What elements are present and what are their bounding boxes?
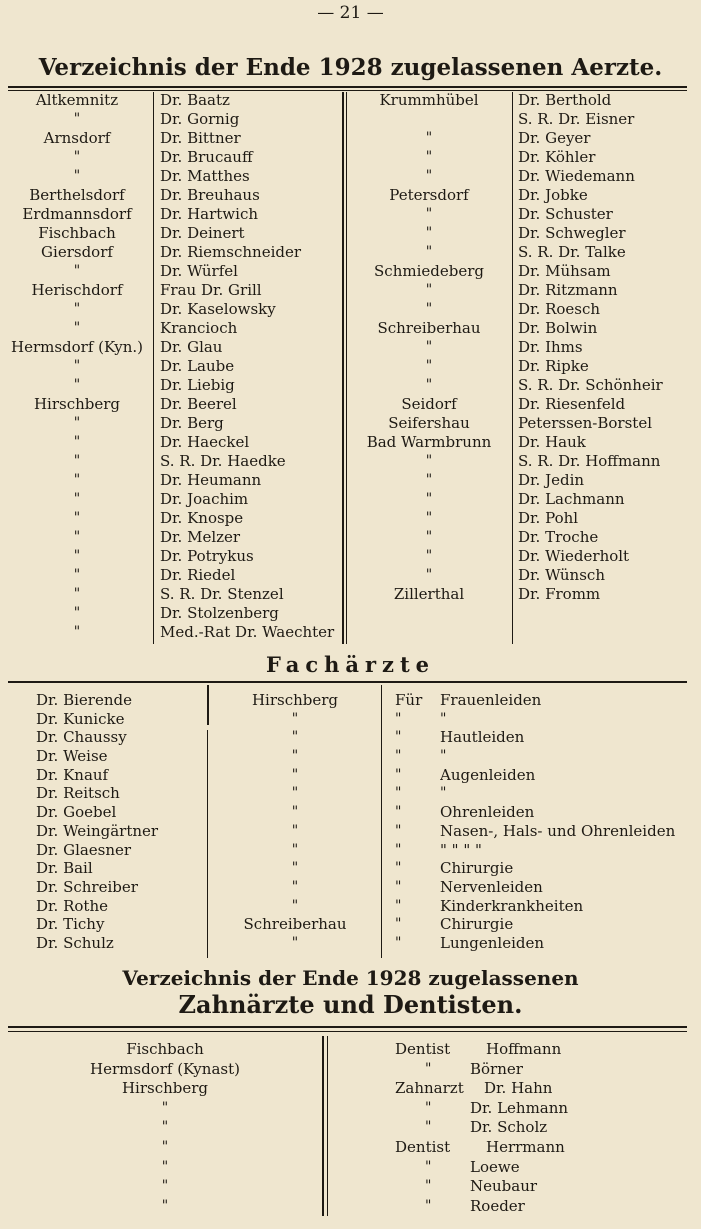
doctor-cell: Frau Dr. Grill	[160, 281, 262, 299]
doctor-cell: Peterssen-Borstel	[518, 414, 652, 432]
place-cell: Schreiberhau	[377, 319, 481, 337]
zahn-rule-thin	[8, 1031, 687, 1032]
specialist-place-cell: "	[291, 822, 299, 839]
place-cell: "	[425, 206, 433, 222]
specialty-prefix-cell: "	[395, 766, 402, 783]
place-cell: "	[73, 263, 81, 279]
specialist-place-cell: "	[291, 710, 299, 727]
doctor-cell: Dr. Heumann	[160, 471, 262, 489]
specialty-cell: Hautleiden	[440, 728, 525, 747]
specialty-prefix-cell: "	[395, 897, 402, 914]
dental-title-cell: "	[425, 1060, 432, 1077]
dental-title-cell: Dentist	[395, 1040, 451, 1058]
place-cell: "	[425, 472, 433, 488]
place-cell: Schmiedeberg	[374, 262, 484, 280]
place-cell: "	[425, 282, 433, 298]
place-cell: Fischbach	[38, 224, 116, 242]
specialist-doctor-cell: Dr. Tichy	[36, 915, 105, 934]
place-cell: Altkemnitz	[35, 91, 119, 109]
dental-place-cell: Fischbach	[126, 1040, 204, 1058]
dental-place-cell: "	[161, 1178, 169, 1195]
col-divider-center	[342, 92, 344, 644]
dental-title-cell: Dentist	[395, 1137, 451, 1156]
doctor-cell: Dr. Schwegler	[518, 224, 626, 242]
dental-place-cell: "	[161, 1119, 169, 1136]
specialist-place-cell: "	[291, 897, 299, 914]
place-cell: "	[73, 567, 81, 583]
specialist-place-cell: "	[291, 841, 299, 858]
specialist-doctor-cell: Dr. Kunicke	[36, 709, 125, 728]
specialist-place-cell: "	[291, 934, 299, 951]
doctor-cell: Dr. Pohl	[518, 509, 579, 527]
specialty-cell: "	[440, 710, 447, 727]
dental-place-cell: "	[161, 1099, 169, 1116]
specialist-doctor-cell: Dr. Bail	[36, 859, 93, 878]
doctor-cell: Dr. Riedel	[160, 566, 236, 584]
specialist-doctor-cell: Dr. Rothe	[36, 896, 108, 915]
specialist-doctor-cell: Dr. Schreiber	[36, 877, 138, 896]
place-cell: "	[73, 510, 81, 526]
place-cell: "	[425, 529, 433, 545]
place-cell: "	[73, 320, 81, 336]
doctor-cell: Dr. Wiedemann	[518, 167, 635, 185]
section-title-zahnaerzte-1: Verzeichnis der Ende 1928 zugelassenen	[122, 966, 579, 990]
place-cell: Seidorf	[401, 395, 457, 413]
specialty-prefix-cell: "	[395, 729, 402, 746]
doctor-cell: Dr. Hartwich	[160, 205, 259, 223]
col-divider-3	[512, 92, 513, 644]
specialty-prefix-cell: "	[395, 934, 402, 951]
fach-places	[212, 691, 378, 953]
place-cell: Krummhübel	[379, 91, 479, 109]
specialist-doctor-cell: Dr. Bierende	[36, 691, 132, 709]
place-cell: Herischdorf	[31, 281, 123, 299]
doctor-cell: Dr. Wiederholt	[518, 547, 630, 565]
specialty-prefix-cell: "	[395, 804, 402, 821]
dental-title-cell: "	[425, 1178, 432, 1195]
fach-divider-1	[207, 685, 209, 725]
specialty-cell: Nervenleiden	[440, 877, 543, 896]
specialist-doctor-cell: Dr. Chaussy	[36, 728, 127, 747]
doctor-cell: Dr. Berg	[160, 414, 224, 432]
doctor-cell: Dr. Lachmann	[518, 490, 625, 508]
doctor-cell: Dr. Bolwin	[518, 319, 598, 337]
place-cell: "	[425, 510, 433, 526]
place-cell: "	[73, 377, 81, 393]
dental-place-cell: "	[161, 1197, 169, 1214]
place-cell: "	[73, 491, 81, 507]
zahn-divider	[322, 1036, 324, 1216]
specialist-doctor-cell: Dr. Knauf	[36, 765, 109, 784]
doctor-cell: Dr. Stolzenberg	[160, 604, 279, 622]
fach-doctors	[36, 691, 206, 953]
doctor-cell: Dr. Knospe	[160, 509, 244, 527]
doctor-cell: Dr. Ihms	[518, 338, 583, 356]
doctor-cell: Krancioch	[160, 319, 238, 337]
place-cell: Hirschberg	[33, 395, 121, 413]
place-cell: "	[73, 111, 81, 127]
dental-title-cell: "	[425, 1158, 432, 1175]
specialty-prefix-cell: "	[395, 785, 402, 802]
specialist-place-cell: Hirschberg	[251, 691, 339, 709]
dental-name-cell: Loewe	[470, 1157, 520, 1176]
doctor-cell: S. R. Dr. Schönheir	[518, 376, 663, 394]
specialty-cell: Ohrenleiden	[440, 803, 535, 822]
doctor-cell: Dr. Jedin	[518, 471, 585, 489]
aerzte-left-places	[4, 91, 150, 642]
section-title-aerzte: Verzeichnis der Ende 1928 zugelassenen Aerzte.	[38, 54, 663, 81]
place-cell: "	[425, 244, 433, 260]
doctor-cell: Dr. Fromm	[518, 585, 601, 603]
doctor-cell: Dr. Haeckel	[160, 433, 250, 451]
fach-divider-1b	[207, 730, 208, 958]
doctor-cell: Dr. Riesenfeld	[518, 395, 626, 413]
dental-name-cell: Dr. Hahn	[484, 1079, 553, 1098]
place-cell: Bad Warmbrunn	[366, 433, 492, 451]
place-cell: "	[425, 567, 433, 583]
dental-place-cell: "	[161, 1138, 169, 1155]
place-cell: "	[73, 168, 81, 184]
specialist-doctor-cell: Dr. Schulz	[36, 933, 114, 952]
doctor-cell: Dr. Jobke	[518, 186, 588, 204]
specialist-place-cell: "	[291, 860, 299, 877]
specialist-place-cell: "	[291, 729, 299, 746]
place-cell: Berthelsdorf	[29, 186, 125, 204]
doctor-cell: Dr. Geyer	[518, 129, 591, 147]
doctor-cell: S. R. Dr. Hoffmann	[518, 452, 661, 470]
doctor-cell: Dr. Matthes	[160, 167, 250, 185]
specialty-cell: Augenleiden	[440, 765, 536, 784]
place-cell: "	[425, 358, 433, 374]
doctor-cell: Dr. Ripke	[518, 357, 589, 375]
doctor-cell: Med.-Rat Dr. Waechter	[160, 623, 335, 641]
place-cell: "	[425, 453, 433, 469]
place-cell: Seifershau	[388, 414, 470, 432]
doctor-cell: S. R. Dr. Haedke	[160, 452, 286, 470]
place-cell: Hermsdorf (Kyn.)	[10, 338, 144, 356]
specialist-doctor-cell: Dr. Glaesner	[36, 840, 132, 859]
specialist-doctor-cell: Dr. Weise	[36, 747, 108, 766]
place-cell: "	[73, 358, 81, 374]
doctor-cell: Dr. Melzer	[160, 528, 241, 546]
doctor-cell: Dr. Troche	[518, 528, 599, 546]
place-cell	[350, 110, 508, 129]
dental-place-cell: Hirschberg	[121, 1079, 209, 1098]
specialty-prefix-cell: "	[395, 878, 402, 895]
doctor-cell: Dr. Köhler	[518, 148, 596, 166]
dental-name-cell: Börner	[470, 1059, 523, 1078]
doctor-cell: Dr. Roesch	[518, 300, 601, 318]
specialty-prefix-cell: "	[395, 916, 402, 933]
doctor-cell: Dr. Mühsam	[518, 262, 611, 280]
specialist-place-cell: "	[291, 785, 299, 802]
place-cell: Petersdorf	[389, 186, 469, 204]
fach-divider-2	[381, 685, 382, 958]
page-number: — 21 —	[317, 3, 384, 23]
specialist-place-cell: Schreiberhau	[243, 915, 347, 934]
place-cell: "	[73, 624, 81, 640]
col-divider-center-b	[346, 92, 347, 644]
dental-name-cell: Dr. Lehmann	[470, 1098, 569, 1117]
place-cell: "	[73, 301, 81, 317]
specialty-prefix-cell: "	[395, 860, 402, 877]
place-cell: "	[425, 168, 433, 184]
dental-name-cell: Dr. Scholz	[470, 1118, 548, 1137]
doctor-cell: Dr. Schuster	[518, 205, 613, 223]
place-cell: "	[73, 529, 81, 545]
section-title-zahnaerzte-2: Zahnärzte und Dentisten.	[178, 990, 523, 1019]
specialty-cell: Kinderkrankheiten	[440, 896, 584, 915]
place-cell: Erdmannsdorf	[22, 205, 132, 223]
doctor-cell: Dr. Berthold	[518, 91, 612, 109]
section-title-fachaerzte: Fachärzte	[265, 652, 436, 677]
place-cell: "	[73, 415, 81, 431]
specialty-cell: " " " "	[440, 840, 482, 859]
specialty-prefix-cell: "	[395, 748, 402, 765]
doctor-cell: Dr. Brucauff	[160, 148, 253, 166]
doctor-cell: Dr. Joachim	[160, 490, 249, 508]
dental-title-cell: "	[425, 1197, 432, 1214]
zahn-places	[20, 1040, 310, 1216]
doctor-cell: Dr. Riemschneider	[160, 243, 302, 261]
col-divider-1	[153, 92, 154, 644]
doctor-cell: Dr. Breuhaus	[160, 186, 260, 204]
doctor-cell: Dr. Glau	[160, 338, 223, 356]
place-cell: "	[73, 434, 81, 450]
place-cell: "	[73, 453, 81, 469]
doctor-cell: S. R. Dr. Talke	[518, 243, 626, 261]
fach-pre	[395, 691, 439, 953]
fach-rule	[8, 681, 687, 683]
doctor-cell: Dr. Würfel	[160, 262, 238, 280]
dental-name-cell: Neubaur	[470, 1177, 538, 1196]
place-cell: "	[73, 149, 81, 165]
specialty-prefix-cell: "	[395, 841, 402, 858]
doctor-cell: Dr. Beerel	[160, 395, 237, 413]
aerzte-right-doctors	[518, 91, 698, 604]
specialty-cell: Chirurgie	[440, 859, 514, 878]
specialist-place-cell: "	[291, 804, 299, 821]
specialist-doctor-cell: Dr. Goebel	[36, 803, 117, 822]
place-cell: "	[425, 491, 433, 507]
aerzte-right-places	[350, 91, 508, 604]
dental-name-cell: Roeder	[470, 1196, 525, 1215]
place-cell: "	[73, 605, 81, 621]
doctor-cell: Dr. Gornig	[160, 110, 240, 128]
specialist-place-cell: "	[291, 878, 299, 895]
dental-place-cell: Hermsdorf (Kynast)	[90, 1059, 240, 1078]
place-cell: "	[425, 130, 433, 146]
doctor-cell: Dr. Ritzmann	[518, 281, 618, 299]
dental-place-cell: "	[161, 1158, 169, 1175]
place-cell: "	[73, 472, 81, 488]
place-cell: "	[73, 586, 81, 602]
place-cell: Zillerthal	[393, 585, 465, 603]
specialty-cell: Nasen-, Hals- und Ohrenleiden	[440, 821, 676, 840]
dental-title-cell: "	[425, 1119, 432, 1136]
fach-specialty	[440, 691, 692, 953]
specialty-prefix-cell: "	[395, 822, 402, 839]
place-cell: "	[425, 377, 433, 393]
place-cell: "	[425, 149, 433, 165]
specialty-prefix-cell: Für	[395, 691, 423, 709]
top-rule	[8, 86, 687, 88]
place-cell: "	[425, 548, 433, 564]
aerzte-left-doctors	[160, 91, 342, 642]
specialty-cell: Frauenleiden	[440, 691, 542, 709]
place-cell: "	[425, 225, 433, 241]
doctor-cell: Dr. Baatz	[160, 91, 230, 109]
doctor-cell: S. R. Dr. Eisner	[518, 110, 635, 128]
place-cell: "	[425, 301, 433, 317]
doctor-cell: Dr. Kaselowsky	[160, 300, 276, 318]
dental-title-cell: "	[425, 1099, 432, 1116]
specialty-cell: Lungenleiden	[440, 933, 545, 952]
doctor-cell: Dr. Potrykus	[160, 547, 254, 565]
specialty-cell: Chirurgie	[440, 915, 514, 934]
zahn-names	[470, 1040, 690, 1216]
specialty-cell: "	[440, 748, 447, 765]
doctor-cell: Dr. Deinert	[160, 224, 245, 242]
zahn-divider-b	[327, 1036, 328, 1216]
doctor-cell: S. R. Dr. Stenzel	[160, 585, 284, 603]
specialist-place-cell: "	[291, 748, 299, 765]
specialist-doctor-cell: Dr. Reitsch	[36, 784, 120, 803]
zahn-rule	[8, 1026, 687, 1028]
doctor-cell: Dr. Liebig	[160, 376, 235, 394]
doctor-cell: Dr. Laube	[160, 357, 235, 375]
dental-name-cell: Hoffmann	[486, 1040, 562, 1058]
place-cell: Arnsdorf	[43, 129, 111, 147]
doctor-cell: Dr. Hauk	[518, 433, 586, 451]
specialist-doctor-cell: Dr. Weingärtner	[36, 821, 159, 840]
dental-title-cell: Zahnarzt	[395, 1079, 464, 1098]
place-cell: "	[425, 339, 433, 355]
dental-name-cell: Herrmann	[486, 1137, 565, 1156]
specialist-place-cell: "	[291, 766, 299, 783]
doctor-cell: Dr. Bittner	[160, 129, 241, 147]
place-cell: Giersdorf	[41, 243, 113, 261]
place-cell: "	[73, 548, 81, 564]
specialty-cell: "	[440, 785, 447, 802]
doctor-cell: Dr. Wünsch	[518, 566, 605, 584]
specialty-prefix-cell: "	[395, 710, 402, 727]
